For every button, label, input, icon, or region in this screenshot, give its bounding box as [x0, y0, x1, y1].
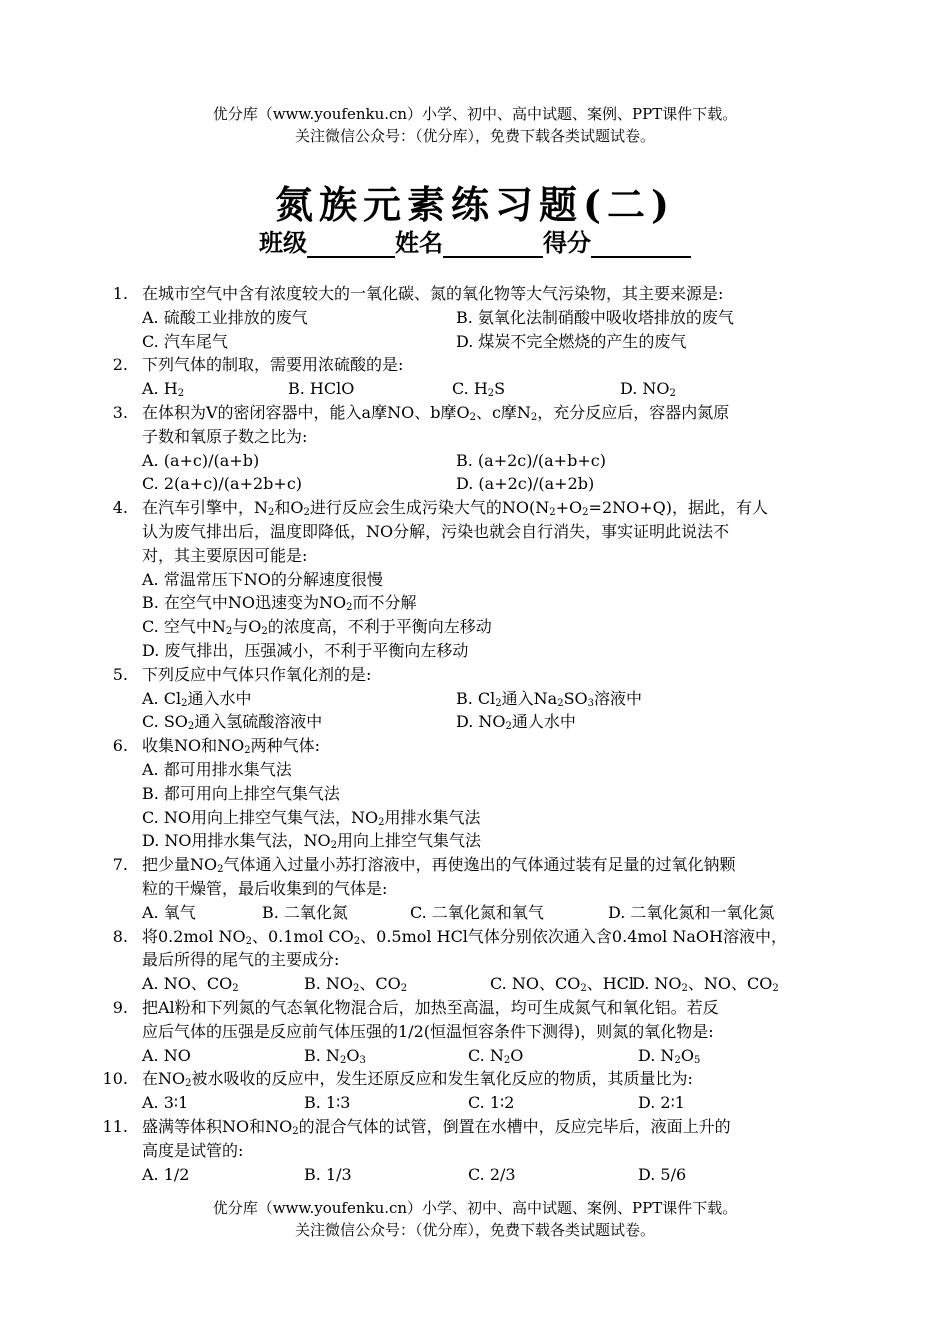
answer-option: D. 煤炭不完全燃烧的产生的废气	[456, 331, 687, 351]
answer-option: C. $N_2O$	[468, 1045, 524, 1066]
answer-option: D. 二氧化氮和一氧化氮	[608, 902, 775, 922]
footer-line-2: 关注微信公众号：（优分库），免费下载各类试题试卷。	[294, 1221, 655, 1239]
question-stem: 高度是试管的:	[142, 1140, 244, 1160]
question-stem: 下列气体的制取，需要用浓硫酸的是:	[142, 355, 404, 375]
question-stem: 应后气体的压强是反应前气体压强的1/2(恒温恒容条件下测得)，则氮的氧化物是:	[142, 1021, 714, 1041]
answer-option: A. 常温常压下NO的分解速度很慢	[142, 569, 383, 589]
answer-option: B. 1/3	[304, 1164, 352, 1184]
question-number: 1.	[112, 284, 128, 303]
answer-option: C. 二氧化氮和氧气	[410, 902, 544, 922]
answer-option: C. 2(a+c)/(a+2b+c)	[142, 474, 303, 494]
question-number: 6.	[112, 736, 128, 756]
answer-option: C. 1∶2	[468, 1093, 515, 1113]
answer-option: C. $SO_2$通入氢硫酸溶液中	[142, 712, 323, 733]
answer-option: B. 在空气中NO迅速变为$NO_2$而不分解	[142, 593, 417, 614]
question-stem: 粒的干燥管，最后收集到的气体是:	[142, 879, 388, 898]
answer-option: B. 氨氧化法制硝酸中吸收塔排放的废气	[456, 307, 734, 327]
answer-option: D. 废气排出，压强减小，不利于平衡向左移动	[142, 641, 469, 660]
question-number: 2.	[112, 355, 128, 375]
answer-option: D. 2∶1	[638, 1093, 685, 1113]
answer-option: B. $N_2O_3$	[304, 1045, 366, 1066]
question-stem: 将0.2mol $NO_2$、0.1mol $CO_2$、0.5mol HCl气体分别依次通入含0.4mol NaOH溶液中，	[142, 926, 787, 947]
question-stem: 对，其主要原因可能是:	[142, 545, 308, 565]
question-stem: 把Al粉和下列氮的气态氧化物混合后，加热至高温，均可生成氮气和氧化铝。若反	[142, 998, 719, 1017]
answer-option: B. 1∶3	[304, 1093, 351, 1113]
question-stem: 最后所得的尾气的主要成分:	[142, 950, 340, 970]
answer-option: A. 都可用排水集气法	[142, 760, 292, 779]
answer-option: D. $NO_2$、NO、$CO_2$	[632, 974, 779, 995]
header-line-1: 优分库（www.youfenku.cn）小学、初中、高中试题、案例、PPT课件下载。	[212, 105, 738, 123]
question-stem: 下列反应中气体只作氧化剂的是:	[142, 664, 372, 684]
answer-option: C. 汽车尾气	[142, 331, 228, 351]
answer-option: B. 二氧化氮	[262, 902, 348, 922]
score-label: 得分	[543, 228, 591, 257]
answer-option: B. HClO	[288, 379, 355, 399]
document-title: 氮族元素练习题(二)	[275, 182, 675, 227]
header-line-2: 关注微信公众号：（优分库），免费下载各类试题试卷。	[294, 127, 655, 145]
answer-option: D. 5/6	[638, 1164, 687, 1184]
question-stem: 盛满等体积NO和$NO_2$的混合气体的试管，倒置在水槽中，反应完毕后，液面上升的	[142, 1117, 731, 1137]
name-label: 姓名	[395, 228, 443, 257]
answer-option: A. (a+c)/(a+b)	[142, 450, 260, 470]
answer-option: D. $NO_2$	[620, 379, 676, 400]
answer-option: A. $H_2$	[142, 379, 185, 400]
class-label: 班级	[259, 228, 307, 257]
answer-option: A. 氧气	[142, 902, 196, 922]
answer-option: C. 2/3	[468, 1164, 516, 1184]
answer-option: B. $NO_2$、$CO_2$	[304, 974, 408, 995]
name-blank	[443, 232, 543, 258]
question-stem: 在城市空气中含有浓度较大的一氧化碳、氮的氧化物等大气污染物，其主要来源是:	[142, 284, 724, 303]
class-blank	[307, 232, 395, 258]
question-stem: 收集NO和$NO_2$两种气体:	[142, 736, 321, 757]
answer-option: A. 1/2	[142, 1164, 190, 1184]
question-stem: 子数和氧原子数之比为:	[142, 426, 308, 446]
answer-option: B. $Cl_2$通入$Na_2SO_3$溶液中	[456, 688, 643, 709]
footer-line-1: 优分库（www.youfenku.cn）小学、初中、高中试题、案例、PPT课件下载。	[212, 1199, 738, 1217]
question-number: 9.	[112, 998, 128, 1017]
answer-option: C. NO、$CO_2$、HCl	[490, 974, 635, 995]
question-number: 11.	[102, 1117, 128, 1136]
answer-option: A. $Cl_2$通入水中	[142, 688, 252, 709]
student-info-line	[0, 228, 950, 258]
answer-option: D. $NO_2$通人水中	[456, 712, 576, 733]
score-blank	[591, 232, 691, 258]
question-number: 5.	[112, 664, 128, 684]
question-stem: 在汽车引擎中，$N_2$和$O_2$进行反应会生成污染大气的$NO(N_2+O_2=2NO+Q)$，据此，有人	[142, 498, 769, 519]
question-number: 3.	[112, 403, 128, 422]
answer-option: A. NO	[142, 1045, 191, 1065]
answer-option: C. $H_2S$	[452, 379, 506, 400]
question-stem: 在$NO_2$被水吸收的反应中，发生还原反应和发生氧化反应的物质，其质量比为:	[142, 1069, 693, 1090]
question-stem: 认为废气排出后，温度即降低，NO分解，污染也就会自行消失，事实证明此说法不	[142, 522, 730, 541]
answer-option: A. NO、$CO_2$	[142, 974, 239, 995]
answer-option: A. 硫酸工业排放的废气	[142, 307, 308, 327]
answer-option: D. (a+2c)/(a+2b)	[456, 474, 595, 494]
question-stem: 在体积为V的密闭容器中，能入a摩NO、b摩$O_2$、c摩$N_2$，充分反应后，容器内氮原	[142, 403, 730, 423]
question-number: 8.	[112, 926, 128, 946]
answer-option: B. (a+2c)/(a+b+c)	[456, 450, 606, 470]
answer-option: D. NO用排水集气法，$NO_2$用向上排空气集气法	[142, 831, 482, 852]
answer-option: A. 3∶1	[142, 1093, 189, 1113]
answer-option: C. 空气中$N_2$与$O_2$的浓度高，不利于平衡向左移动	[142, 617, 492, 638]
question-number: 7.	[112, 855, 128, 875]
answer-option: C. NO用向上排空气集气法，$NO_2$用排水集气法	[142, 807, 481, 828]
answer-option: B. 都可用向上排空气集气法	[142, 783, 340, 803]
answer-option: D. $N_2O_5$	[638, 1045, 701, 1066]
question-stem: 把少量$NO_2$气体通入过量小苏打溶液中，再使逸出的气体通过装有足量的过氧化钠颗	[142, 855, 736, 876]
question-number: 10.	[102, 1069, 128, 1089]
question-number: 4.	[112, 498, 128, 518]
